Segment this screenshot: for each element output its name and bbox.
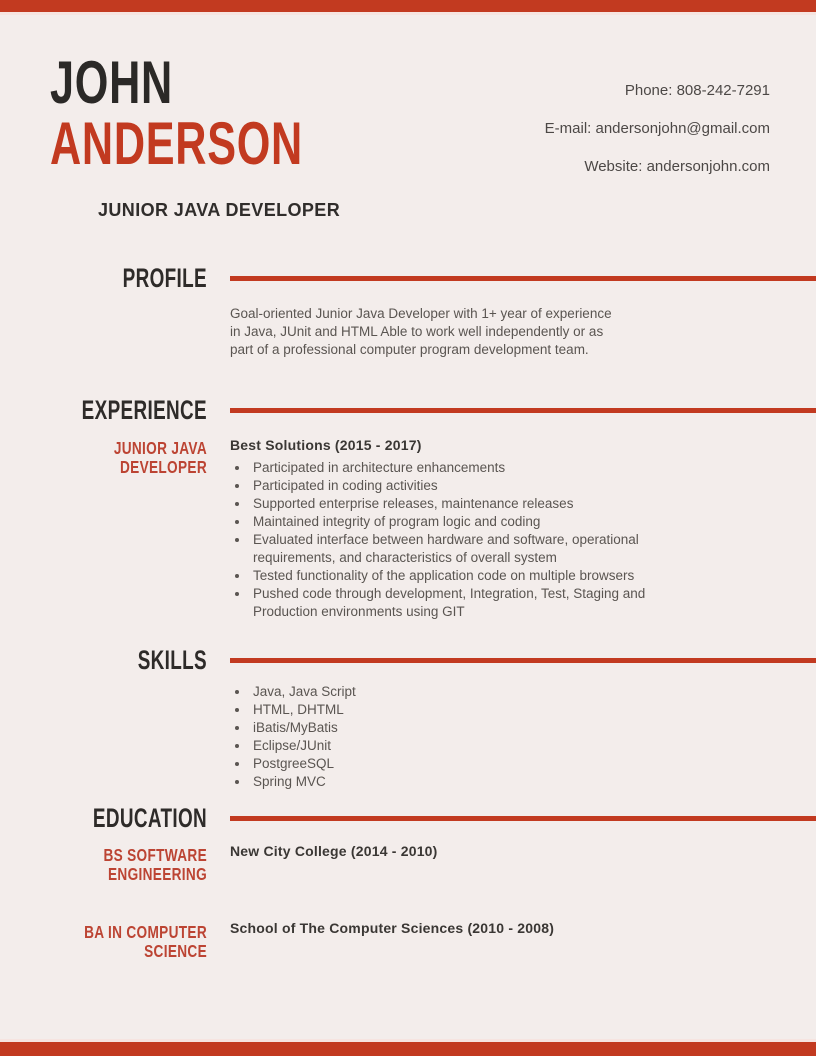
skill-item: • Spring MVC [250, 773, 650, 791]
phone-label: Phone: [624, 82, 673, 99]
education-degree-cell [0, 920, 207, 961]
education-heading: EDUCATION [92, 803, 207, 833]
resume-header [0, 0, 816, 221]
phone-value: 808-242-7291 [676, 82, 770, 99]
profile-text: Goal-oriented Junior Java Developer with 1+ year of experience in Java, JUnit and HTML Able to work well independently or as part of a professional computer program development team. [230, 306, 612, 357]
experience-bullet: • Tested functionality of the application code on multiple browsers [250, 567, 650, 585]
profile-body [230, 293, 816, 359]
education-entry [0, 843, 816, 910]
experience-bullet-list [230, 459, 650, 621]
skills-rule [230, 658, 816, 663]
section-profile [0, 263, 816, 359]
bottom-accent-bar [0, 1039, 816, 1056]
email-value: andersonjohn@gmail.com [595, 120, 770, 137]
experience-rule [230, 408, 816, 413]
skills-body [230, 675, 816, 791]
education-degree: BA IN COMPUTER SCIENCE [84, 922, 207, 961]
experience-heading: EXPERIENCE [81, 395, 207, 425]
experience-bullet: • Participated in architecture enhancements [250, 459, 650, 477]
section-experience [0, 395, 816, 621]
experience-bullet: • Evaluated interface between hardware and software, operational requirements, and characteristics of overall system [250, 531, 650, 567]
skill-item: • iBatis/MyBatis [250, 719, 650, 737]
skills-list [230, 683, 650, 791]
experience-body [230, 425, 816, 621]
profile-left-spacer [0, 293, 207, 359]
last-name: ANDERSON [50, 110, 303, 177]
skill-item: • Eclipse/JUnit [250, 737, 650, 755]
education-entry [0, 920, 816, 961]
experience-bullet: • Participated in coding activities [250, 477, 650, 495]
website-value: andersonjohn.com [646, 158, 770, 175]
experience-company: Best Solutions (2015 - 2017) [230, 437, 422, 453]
profile-heading: PROFILE [122, 263, 207, 293]
contact-phone [545, 72, 770, 110]
experience-bullet: • Supported enterprise releases, maintenance releases [250, 495, 650, 513]
experience-role: JUNIOR JAVA DEVELOPER [113, 438, 207, 477]
skills-left-spacer [0, 675, 207, 791]
skill-item: • PostgreeSQL [250, 755, 650, 773]
section-skills [0, 645, 816, 791]
website-label: Website: [584, 158, 643, 175]
email-label: E-mail: [544, 120, 592, 137]
education-degree: BS SOFTWARE ENGINEERING [103, 845, 207, 884]
education-degree-cell [0, 843, 207, 910]
skills-heading: SKILLS [137, 645, 207, 675]
skill-item: • Java, Java Script [250, 683, 650, 701]
first-name: JOHN [50, 49, 173, 116]
education-school: New City College (2014 - 2010) [230, 843, 438, 859]
experience-bullet: • Pushed code through development, Integration, Test, Staging and Production environments using GIT [250, 585, 650, 621]
skill-item: • HTML, DHTML [250, 701, 650, 719]
contact-website [545, 148, 770, 186]
profile-rule [230, 276, 816, 281]
experience-role-cell [0, 425, 207, 621]
section-education [0, 803, 816, 833]
experience-bullet: • Maintained integrity of program logic and coding [250, 513, 650, 531]
education-rule [230, 816, 816, 821]
contact-block [545, 72, 770, 186]
contact-email [545, 110, 770, 148]
resume-sections [0, 263, 816, 961]
job-title: JUNIOR JAVA DEVELOPER [98, 200, 341, 220]
education-school: School of The Computer Sciences (2010 - 2008) [230, 920, 555, 936]
